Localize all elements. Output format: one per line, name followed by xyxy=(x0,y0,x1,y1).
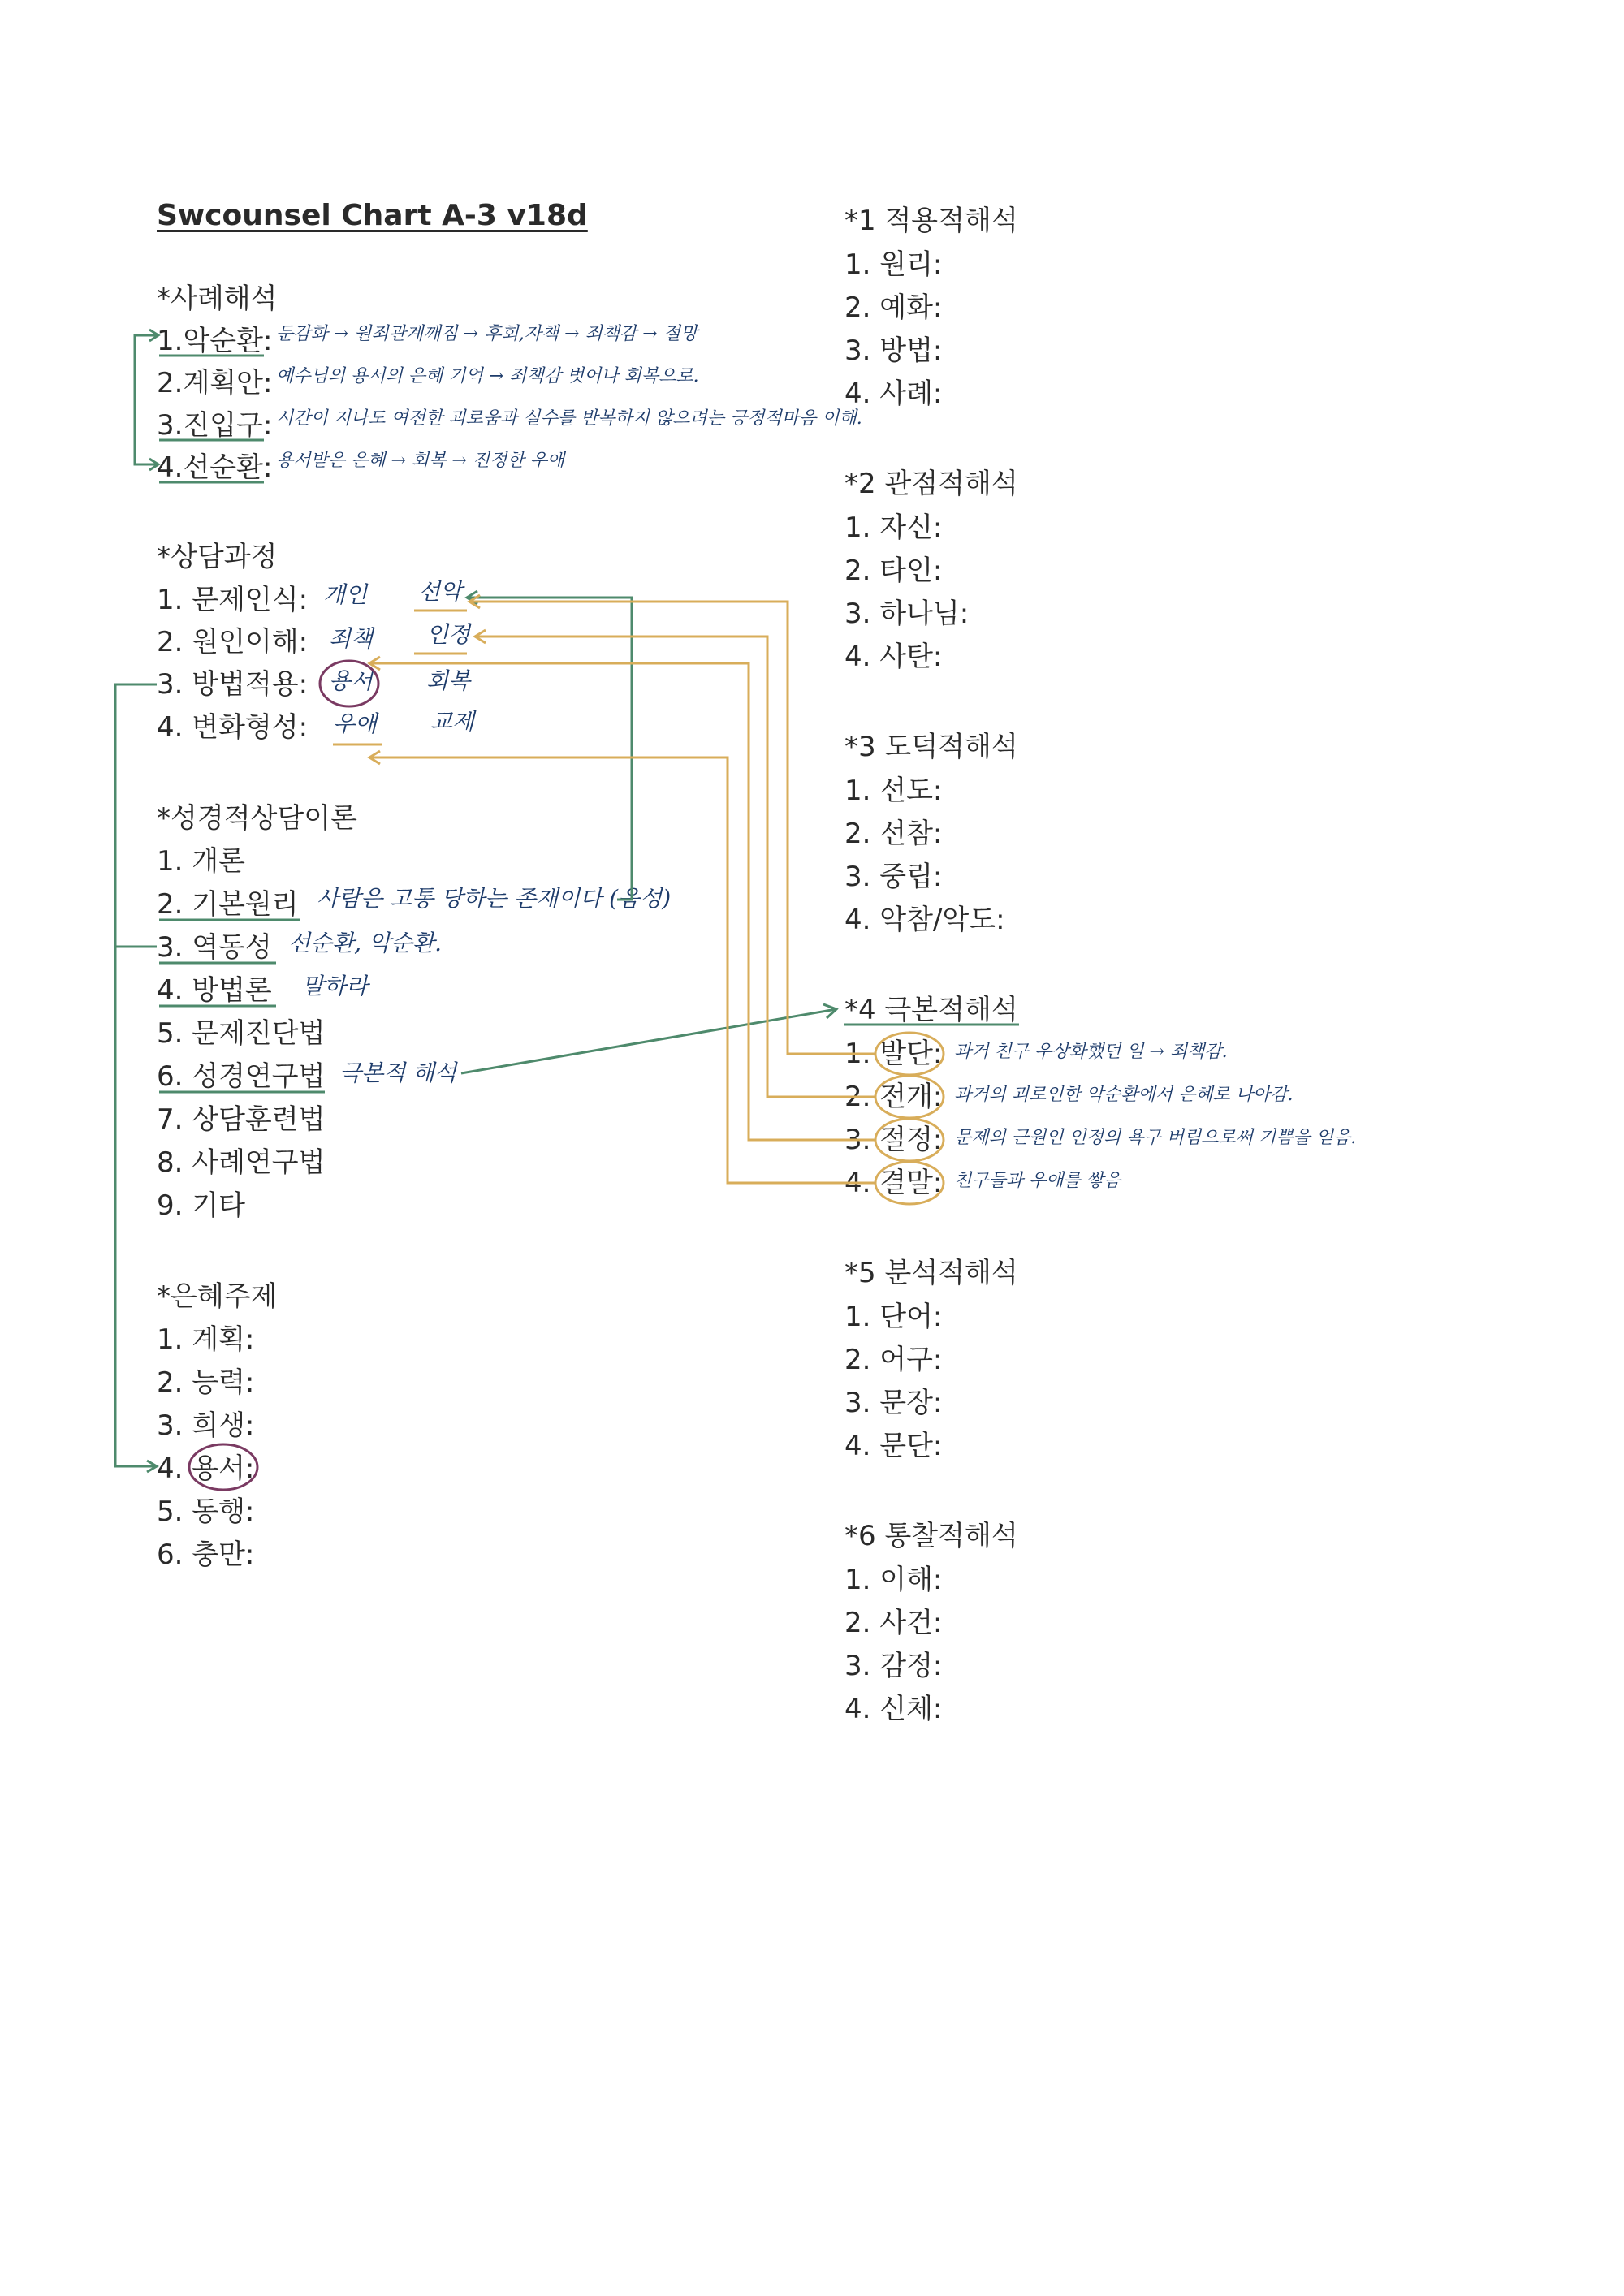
bracket-case xyxy=(135,335,158,464)
s6-header: *6 통찰적해석 xyxy=(844,1520,1018,1552)
case-item-3: 3.진입구: xyxy=(157,409,273,442)
process-header: *상담과정 xyxy=(157,541,278,573)
theory-item-1: 1. 개론 xyxy=(157,845,245,878)
theory-item-3: 3. 역동성 xyxy=(157,931,272,964)
s1-item-3: 3. 방법: xyxy=(844,334,943,367)
grace-item-3: 3. 희생: xyxy=(157,1409,255,1442)
s5-item-3: 3. 문장: xyxy=(844,1387,943,1419)
link-theory2-process1 xyxy=(467,598,632,900)
s2-item-4: 4. 사탄: xyxy=(844,641,943,673)
note-p2b: 인정 xyxy=(426,621,471,648)
arrow-s4-2 xyxy=(475,630,486,643)
note-s4-1: 과거 친구 우상화했던 일 → 죄책감. xyxy=(954,1042,1228,1062)
note-s4-3: 문제의 근원인 인정의 욕구 버림으로써 기쁨을 얻음. xyxy=(954,1128,1357,1148)
s1-item-1: 1. 원리: xyxy=(844,248,943,281)
s3-header: *3 도덕적해석 xyxy=(844,731,1018,763)
grace-item-4: 4. 용서: xyxy=(157,1452,255,1485)
note-theory-2: 사람은 고통 당하는 존재이다 (음성) xyxy=(317,885,672,912)
s3-item-3: 3. 중립: xyxy=(844,861,943,893)
s3-item-1: 1. 선도: xyxy=(844,775,943,807)
s1-header: *1 적용적해석 xyxy=(844,205,1018,237)
grace-item-5: 5. 동행: xyxy=(157,1495,255,1528)
note-case-2: 예수님의 용서의 은혜 기억 → 죄책감 벗어나 회복으로. xyxy=(276,366,699,386)
page-title: Swcounsel Chart A-3 v18d xyxy=(157,199,588,232)
theory-item-5: 5. 문제진단법 xyxy=(157,1017,326,1050)
note-p4b: 교제 xyxy=(430,708,475,735)
link-theory6-s4 xyxy=(461,1009,836,1073)
s4-item-4: 4. 결말: xyxy=(844,1167,943,1199)
s6-item-2: 2. 사건: xyxy=(844,1607,943,1639)
note-theory-6: 극본적 해석 xyxy=(339,1060,457,1086)
s2-item-1: 1. 자신: xyxy=(844,511,943,544)
note-p1b: 선악 xyxy=(418,578,463,605)
case-item-1: 1.악순환: xyxy=(157,325,273,357)
note-p2a: 죄책 xyxy=(329,625,374,652)
bracket-grace-arrow xyxy=(147,1461,157,1472)
s5-item-2: 2. 어구: xyxy=(844,1344,943,1376)
s4-item-3: 3. 절정: xyxy=(844,1124,943,1156)
note-p3a: 용서 xyxy=(329,667,374,694)
note-s4-4: 친구들과 우애를 쌓음 xyxy=(954,1171,1121,1191)
note-case-1: 둔감화 → 원죄관계깨짐 → 후회,자책 → 죄책감 → 절망 xyxy=(276,324,698,344)
s5-item-4: 4. 문단: xyxy=(844,1430,943,1462)
grace-item-1: 1. 계획: xyxy=(157,1323,255,1356)
process-item-4: 4. 변화형성: xyxy=(157,711,309,744)
s5-item-1: 1. 단어: xyxy=(844,1301,943,1333)
link-theory6-arrow xyxy=(823,1004,836,1018)
case-header: *사례해석 xyxy=(157,283,278,315)
s6-item-4: 4. 신체: xyxy=(844,1693,943,1725)
s4-item-1: 1. 발단: xyxy=(844,1038,943,1070)
note-p4a: 우애 xyxy=(333,710,378,737)
s1-item-4: 4. 사례: xyxy=(844,378,943,410)
arrow-s4-1 xyxy=(469,595,480,608)
grace-header: *은혜주제 xyxy=(157,1280,278,1313)
grace-item-6: 6. 충만: xyxy=(157,1539,255,1571)
process-item-3: 3. 방법적용: xyxy=(157,668,309,701)
s3-item-2: 2. 선참: xyxy=(844,818,943,850)
note-theory-3: 선순환, 악순환. xyxy=(288,930,442,956)
theory-item-4: 4. 방법론 xyxy=(157,974,272,1007)
theory-item-7: 7. 상담훈련법 xyxy=(157,1103,326,1136)
s3-item-4: 4. 악참/악도: xyxy=(844,904,1005,936)
s2-item-3: 3. 하나님: xyxy=(844,598,970,630)
note-p1a: 개인 xyxy=(323,581,368,608)
theory-item-8: 8. 사례연구법 xyxy=(157,1146,326,1179)
note-case-3: 시간이 지나도 여전한 괴로움과 실수를 반복하지 않으려는 긍정적마음 이해. xyxy=(276,408,862,429)
process-item-2: 2. 원인이해: xyxy=(157,626,309,658)
note-case-4: 용서받은 은혜 → 회복 → 진정한 우애 xyxy=(276,451,565,471)
case-item-2: 2.계획안: xyxy=(157,367,273,399)
theory-item-6: 6. 성경연구법 xyxy=(157,1060,326,1093)
link-s4-4 xyxy=(369,757,875,1183)
link-s4-2 xyxy=(475,637,875,1097)
s4-header: *4 극본적해석 xyxy=(844,994,1018,1026)
arrow-s4-4 xyxy=(369,751,380,764)
s6-item-3: 3. 감정: xyxy=(844,1650,943,1682)
bracket-grace xyxy=(115,684,157,1466)
s2-header: *2 관점적해석 xyxy=(844,468,1018,500)
s5-header: *5 분석적해석 xyxy=(844,1257,1018,1289)
theory-item-2: 2. 기본원리 xyxy=(157,888,299,921)
theory-item-9: 9. 기타 xyxy=(157,1189,245,1222)
note-p3b: 회복 xyxy=(426,667,471,694)
theory-header: *성경적상담이론 xyxy=(157,802,357,835)
link-theory2-arrow xyxy=(467,591,477,604)
note-theory-4: 말하라 xyxy=(302,973,369,999)
link-s4-1 xyxy=(469,602,875,1054)
s6-item-1: 1. 이해: xyxy=(844,1564,943,1596)
case-item-4: 4.선순환: xyxy=(157,451,273,484)
s4-item-2: 2. 전개: xyxy=(844,1081,943,1113)
grace-item-2: 2. 능력: xyxy=(157,1366,255,1399)
s1-item-2: 2. 예화: xyxy=(844,291,943,324)
s2-item-2: 2. 타인: xyxy=(844,555,943,587)
note-s4-2: 과거의 괴로인한 악순환에서 은혜로 나아감. xyxy=(954,1085,1294,1105)
process-item-1: 1. 문제인식: xyxy=(157,584,309,616)
